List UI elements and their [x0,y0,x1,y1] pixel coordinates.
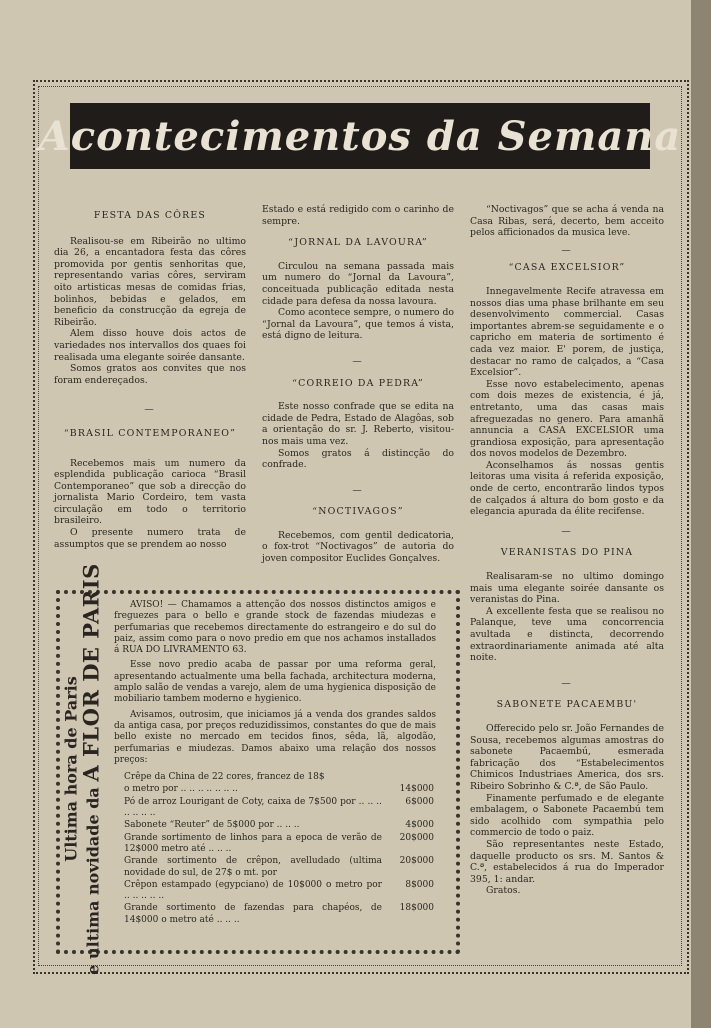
price-value [382,772,436,783]
ad-paragraph: AVISO! — Chamamos a attenção dos nossos distinctos amigos e freguezes para o bello e grande stock de fazendas miudezas e perfumarias que recebemos directamente do estrangeiro e do sul do paiz, assim como para o novo predio em que nos achamos installados á RUA DO LIVRAMENTO 63. [114,600,436,656]
headline-noctivagos: “NOCTIVAGOS” [312,506,404,518]
article-paragraph: A excellente festa que se realisou no Palanque, teve uma concorrencia avultada e distincta, decorrendo extraordinariamente animada até alta noite. [470,605,664,664]
price-value: 14$000 [399,784,434,795]
separator: — [561,677,573,689]
article-paragraph: Recebemos mais um numero da esplendida publicação carioca “Brasil Contemporaneo” que sob a direcção do jornalista Mario Cordeiro, tem vasta circulação em todo o territorio brasileiro. [54,457,246,527]
price-row [114,880,436,903]
price-value: 20$000 [399,832,434,843]
price-value: 6$000 [405,796,434,807]
price-item: Crêpe da China de 22 cores, francez de 18$ [124,772,325,783]
headline-veranistas-do-pina: VERANISTAS DO PINA [500,547,634,559]
article-paragraph: Circulou na semana passada mais um numero do “Jornal da Lavoura”, conceituada publicação editada nesta cidade para defesa da nossa lavoura. [262,260,454,307]
price-row [114,820,436,831]
column-1 [54,200,246,550]
advertisement-side-title [62,562,105,975]
article-paragraph: “Noctivagos” que se acha á venda na Casa Ribas, será, decerto, bem acceito pelos afficionados da musica leve. [470,204,664,239]
price-row [114,772,436,783]
ad-paragraph: Esse novo predio acaba de passar por uma reforma geral, apresentando actualmente uma bella fachada, architectura moderna, amplo salão de vendas a varejo, alem de uma hygienica disposição de mobiliario tambem moderno e hygienico. [114,660,436,705]
price-item: Pó de arroz Lourigant de Coty, caixa de 7$500 por .. .. .. .. .. .. .. [124,796,382,819]
separator: — [144,404,156,416]
headline-jornal-da-lavoura: “JORNAL DA LAVOURA” [288,237,428,249]
headline-sabonete-pacaembu: SABONETE PACAEMBU' [496,699,638,711]
price-value: 20$000 [399,856,434,867]
headline-correio-da-pedra: “CORREIO DA PEDRA” [292,377,424,389]
price-item: Crêpon estampado (egypciano) de 10$000 o metro por .. .. .. .. .. [124,879,382,902]
ad-side-line-1: Ultima hora de Paris [62,675,82,862]
article-paragraph: Realisou-se em Ribeirão no ultimo dia 26, a encantadora festa das côres promovida por gentis senhoritas que, representando varias côres, serviram oito artisticas mesas de comidas frias, bolinhos, bebidas e gelados, em beneficio da construcção da egreja de Ribeirão. [54,235,246,328]
article-paragraph: Finamente perfumado e de elegante embalagem, o Sabonete Pacaembú tem sido acolhido com sympathia pelo commercio de todo o paiz. [470,792,664,839]
price-item: Grande sortimento de fazendas para chapéos, de 14$000 o metro até .. .. .. [124,903,382,925]
price-row [114,856,436,879]
headline-brasil-contemporaneo: “BRASIL CONTEMPORANEO” [63,427,237,439]
separator: — [561,525,573,537]
price-value: 18$000 [399,903,434,914]
section-title: Acontecimentos da Semana [38,112,682,160]
article-paragraph: Recebemos, com gentil dedicatoria, o fox-trot “Noctivagos” de autoria do joven compositor Euclides Gonçalves. [262,529,454,565]
headline-festa-das-cores: FESTA DAS CÔRES [93,210,207,221]
price-row [114,833,436,856]
price-item: o metro por .. .. .. .. .. .. .. [124,784,238,795]
article-paragraph: São representantes neste Estado, daquelle producto os srs. M. Santos & C.ª, estabelecidos á rua do Imperador 395, 1: andar. [470,838,664,885]
separator: — [352,355,364,367]
article-paragraph: Estado e está redigido com o carinho de sempre. [262,204,454,227]
price-value: 4$000 [405,820,434,831]
article-paragraph: Aconselhamos ás nossas gentis leitoras uma visita á referida exposição, onde de certo, encontrarão lindos typos de calçados á altura do bom gosto e da elegancia apurada da élite recifense. [470,459,664,518]
advertisement-body [114,600,436,927]
ad-side-line-2: e ultima novidade da [84,786,104,975]
price-item: Grande sortimento de linhos para a epoca de verão de 12$000 metro até .. .. .. [124,832,382,854]
article-paragraph: Este nosso confrade que se edita na cidade de Pedra, Estado de Alagôas, sob a orientação do sr. J. Reberto, visitou-nos mais uma vez. [262,401,454,447]
page-binding-edge [691,0,711,1028]
article-paragraph: Esse novo estabelecimento, apenas com dois mezes de existencia, é já, entretanto, uma das casas mais afreguezadas no genero. Para amanhã annuncia a CASA EXCELSIOR uma grandiosa exposição, para apresentação dos novos modelos de Dezembro. [470,378,664,460]
column-2 [262,204,454,565]
price-row [114,784,436,795]
article-paragraph: Somos gratos aos convites que nos foram endereçados. [54,363,246,386]
article-paragraph: Innegavelmente Recife atravessa em nossos dias uma phase brilhante em seu desenvolvimento commercial. Casas importantes abrem-se seguidamente e o capricho em materia de sortimento é cada vez maior. E' porem, de justiça, destacar no ramo de calçados, a “Casa Excelsior”. [470,285,664,379]
price-row [114,797,436,820]
price-value: 8$000 [405,879,434,890]
article-paragraph: Realisaram-se no ultimo domingo mais uma elegante soirée dansante os veranistas do Pina. [470,571,664,606]
price-list [114,772,436,926]
article-paragraph: Como acontece sempre, o numero do “Jornal da Lavoura”, que temos á vista, está digno de leitura. [262,307,454,342]
price-item: Grande sortimento de crêpon, avelludado (ultima novidade do sul, de 27$ o mt. por [124,856,382,878]
separator: — [352,484,364,496]
price-row [114,903,436,926]
ad-store-name: A FLOR DE PARIS [79,562,105,782]
article-paragraph: Somos gratos á distincção do confrade. [262,447,454,471]
article-paragraph: O presente numero trata de assumptos que se prendem ao nosso [54,527,246,550]
headline-casa-excelsior: “CASA EXCELSIOR” [508,262,626,274]
separator: — [561,244,573,256]
ad-paragraph: Avisamos, outrosim, que iniciamos já a venda dos grandes saldos da antiga casa, por preços reduzidissimos, constantes do que de mais bello existe no mercado em tecidos finos, sêda, lã, algodão, perfumarias e miudezas. Damos abaixo uma relação dos nossos preços: [114,709,436,765]
article-paragraph: Gratos. [486,885,521,897]
column-3 [470,204,664,897]
section-banner [38,103,682,169]
article-paragraph: Offerecido pelo sr. João Fernandes de Sousa, recebemos algumas amostras do sabonete Pacaembú, esmerada fabricação dos “Estabelecimentos Chimicos Industriaes America, dos srs. Ribeiro Sobrinho & C.ª, de São Paulo. [470,722,664,792]
price-item: Sabonete “Reuter” de 5$000 por .. .. .. [124,820,300,831]
article-paragraph: Alem disso houve dois actos de variedades nos intervallos dos quaes foi realisada uma elegante soirée dansante. [54,328,246,363]
